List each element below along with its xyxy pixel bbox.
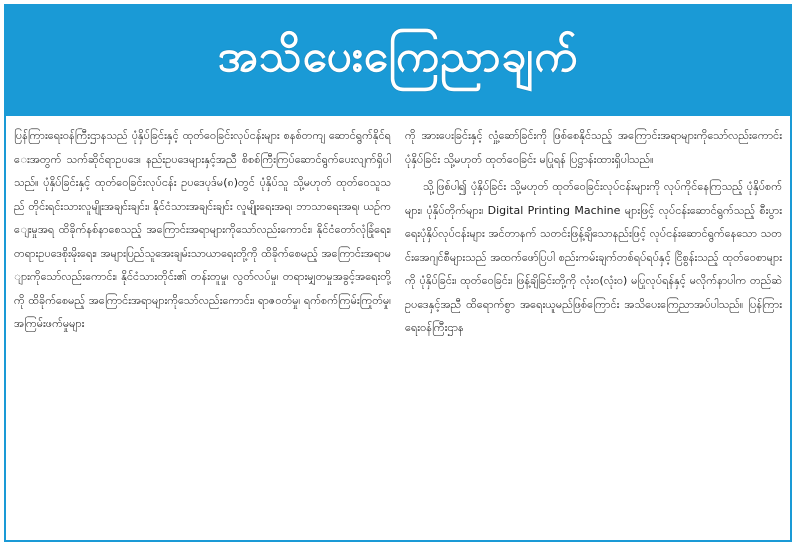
announcement-banner [6, 6, 790, 116]
announcement-title: အသိပေးကြေညာချက် [217, 31, 579, 82]
right-column [405, 124, 782, 534]
right-paragraph-2: သို့ဖြစ်ပါ၍ ပုံနှိပ်ခြင်း သို့မဟုတ် ထုတ်ဝေခြင်းလုပ်ငန်းများကို လုပ်ကိုင်နေကြသည့် ပုံနှိပ်စက်များ၊ ပုံနှိပ်တိုက်များ၊ Digital Printing Machine များဖြင့် လုပ်ငန်းဆောင်ရွက်သည့် စီးပွားရေးပုံနှိပ်လုပ်ငန်းများ အင်တာနက် သတင်းဖြန့်ချိသောနည်းဖြင့် လုပ်ငန်းဆောင်ရွက်နေသော သတင်းအေဂျင်စီများသည် အထက်ဖော်ပြပါ စည်းကမ်းချက်တစ်ရပ်ရပ်နှင့် ငြိစွန်းသည့် ထုတ်ဝေစာများကို ပုံနှိပ်ခြင်း၊ ထုတ်ဝေခြင်း၊ ဖြန့်ချိခြင်းတို့ကို လုံးဝ(လုံးဝ) မပြုလုပ်ရန်နှင့် မလိုက်နာပါက တည်ဆဲဥပဒေနှင့်အညီ ထိရောက်စွာ အရေးယူမည်ဖြစ်ကြောင်း အသိပေးကြေညာအပ်ပါသည်။ ပြန်ကြားရေးဝန်ကြီးဌာန [405, 180, 782, 334]
left-paragraph-1: ပြန်ကြားရေးဝန်ကြီးဌာနသည် ပုံနှိပ်ခြင်းနှင့် ထုတ်ဝေခြင်းလုပ်ငန်းများ စနစ်တကျ ဆောင်ရွက်နိုင်ရေးအတွက် သက်ဆိုင်ရာဥပဒေ၊ နည်းဥပဒေများနှင့်အညီ စိစစ်ကြီးကြပ်ဆောင်ရွက်ပေးလျက်ရှိပါသည်။ ပုံနှိပ်ခြင်းနှင့် ထုတ်ဝေခြင်းလုပ်ငန်း ဥပဒေပုဒ်မ(၈)တွင် ပုံနှိပ်သူ သို့မဟုတ် ထုတ်ဝေသူသည် တိုင်းရင်းသားလူမျိုးအချင်းချင်း၊ နိုင်ငံသားအချင်းချင်း လူမျိုးရေးအရ၊ ဘာသာရေးအရ၊ ယဉ်ကျေးမှုအရ ထိခိုက်နစ်နာစေသည့် အကြောင်းအရာများကိုသော်လည်းကောင်း၊ နိုင်ငံတော်လုံခြုံရေး၊ တရားဥပဒေစိုးမိုးရေး၊ အများပြည်သူအေးချမ်းသာယာရေးတို့ကို ထိခိုက်စေမည့် အကြောင်းအရာများကိုသော်လည်းကောင်း၊ နိုင်ငံသားတိုင်း၏ တန်းတူမှု၊ လွတ်လပ်မှု၊ တရားမျှတမှုအခွင့်အရေးတို့ကို ထိခိုက်စေမည့် အကြောင်းအရာများကိုသော်လည်းကောင်း၊ ရာဇဝတ်မှု၊ ရက်စက်ကြမ်းကြုတ်မှု၊ အကြမ်းဖက်မှုများ [14, 129, 391, 330]
right-paragraph-1: ကို အားပေးခြင်းနှင့် လှုံ့ဆော်ခြင်းကို ဖြစ်စေနိုင်သည့် အကြောင်းအရာများကိုသော်လည်းကောင်း ပုံနှိပ်ခြင်း သို့မဟုတ် ထုတ်ဝေခြင်း မပြုရန် ပြဋ္ဌာန်းထားရှိပါသည်။ [405, 129, 782, 166]
announcement-frame [4, 4, 792, 542]
left-column [14, 124, 391, 534]
body-columns [14, 124, 782, 534]
